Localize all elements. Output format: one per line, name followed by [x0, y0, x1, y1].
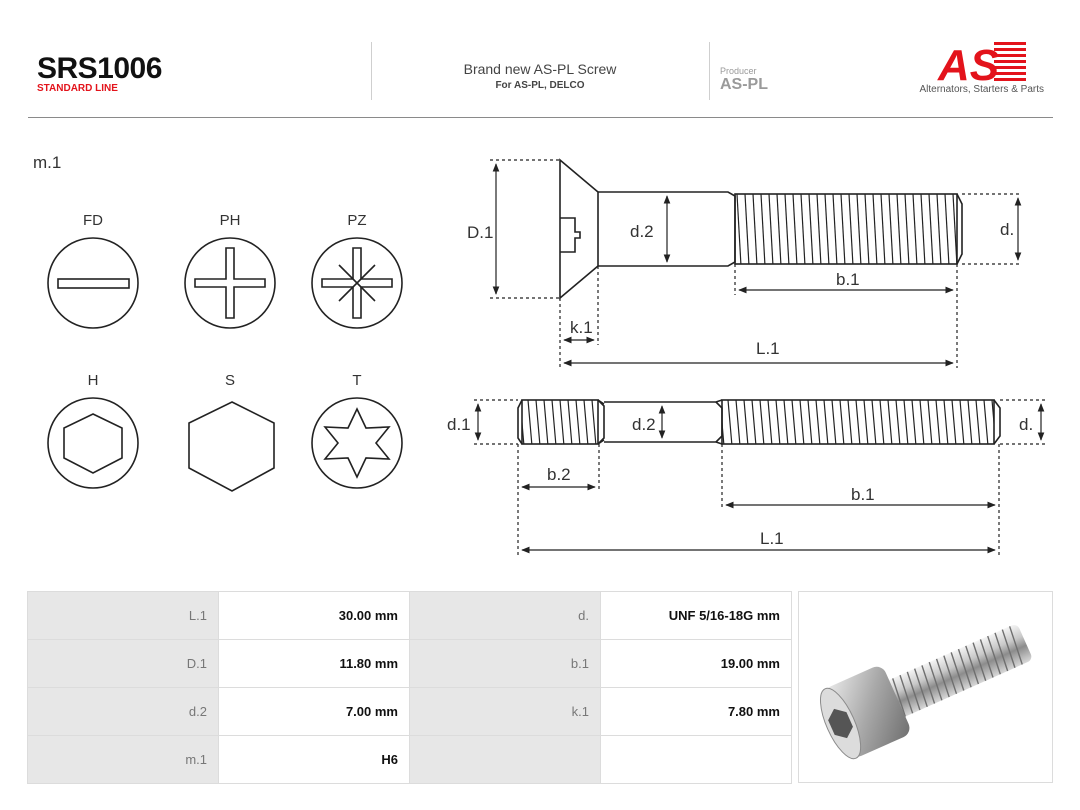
dim-stud-right-diameter: d.	[1019, 415, 1034, 434]
header-rule	[28, 117, 1053, 118]
producer-name: AS-PL	[720, 76, 768, 93]
spec-value: 7.80 mm	[601, 688, 792, 736]
table-row	[28, 688, 792, 736]
spec-label: d.	[410, 592, 601, 640]
producer-label: Producer	[720, 66, 757, 76]
dim-stud-right-length: b.1	[851, 485, 875, 504]
m1-label: m.1	[33, 153, 62, 172]
spec-value: 11.80 mm	[219, 640, 410, 688]
spec-label: k.1	[410, 688, 601, 736]
dim-stud-left-length: b.2	[547, 465, 571, 484]
spec-value: 19.00 mm	[601, 640, 792, 688]
dim-head-length: k.1	[570, 318, 593, 337]
spec-value: UNF 5/16-18G mm	[601, 592, 792, 640]
product-photo	[798, 591, 1053, 783]
header-divider	[709, 42, 710, 100]
drive-label-t: T	[352, 372, 362, 389]
drive-label-s: S	[224, 372, 236, 389]
countersunk-screw-drawing	[560, 160, 962, 298]
spec-value: H6	[219, 736, 410, 784]
drive-label-fd: FD	[83, 212, 103, 229]
dim-total-length: L.1	[756, 339, 780, 358]
spec-table	[27, 591, 792, 784]
spec-value-empty	[601, 736, 792, 784]
spec-label: L.1	[28, 592, 219, 640]
spec-value: 7.00 mm	[219, 688, 410, 736]
spec-label	[410, 736, 601, 784]
hex-socket-screw-photo	[799, 592, 1052, 782]
dim-thread-length: b.1	[836, 270, 860, 289]
stud-drawing	[518, 400, 1000, 444]
product-subtitle: For AS-PL, DELCO	[495, 80, 585, 91]
product-title: Brand new AS-PL Screw	[463, 61, 617, 77]
drive-label-ph: PH	[219, 212, 241, 229]
table-row	[28, 592, 792, 640]
dim-stud-total-length: L.1	[760, 529, 784, 548]
dim-thread-diameter: d.	[1000, 220, 1015, 239]
dim-stud-mid-diameter: d.2	[632, 415, 656, 434]
as-logo-icon	[936, 41, 1031, 83]
dim-stud-left-diameter: d.1	[447, 415, 471, 434]
spec-label: D.1	[28, 640, 219, 688]
spec-value: 30.00 mm	[219, 592, 410, 640]
svg-text:AS: AS	[938, 41, 1000, 83]
product-line: STANDARD LINE	[37, 83, 118, 94]
drive-label-pz: PZ	[347, 212, 367, 229]
product-code: SRS1006	[37, 52, 162, 85]
table-row	[28, 640, 792, 688]
spec-label: b.1	[410, 640, 601, 688]
drive-label-h: H	[87, 372, 99, 389]
brand-tagline: Alternators, Starters & Parts	[919, 84, 1044, 95]
technical-diagram	[0, 130, 1080, 570]
dim-shank-diameter: d.2	[630, 222, 654, 241]
spec-label: m.1	[28, 736, 219, 784]
spec-label: d.2	[28, 688, 219, 736]
dim-head-diameter: D.1	[467, 223, 494, 242]
table-row	[28, 736, 792, 784]
